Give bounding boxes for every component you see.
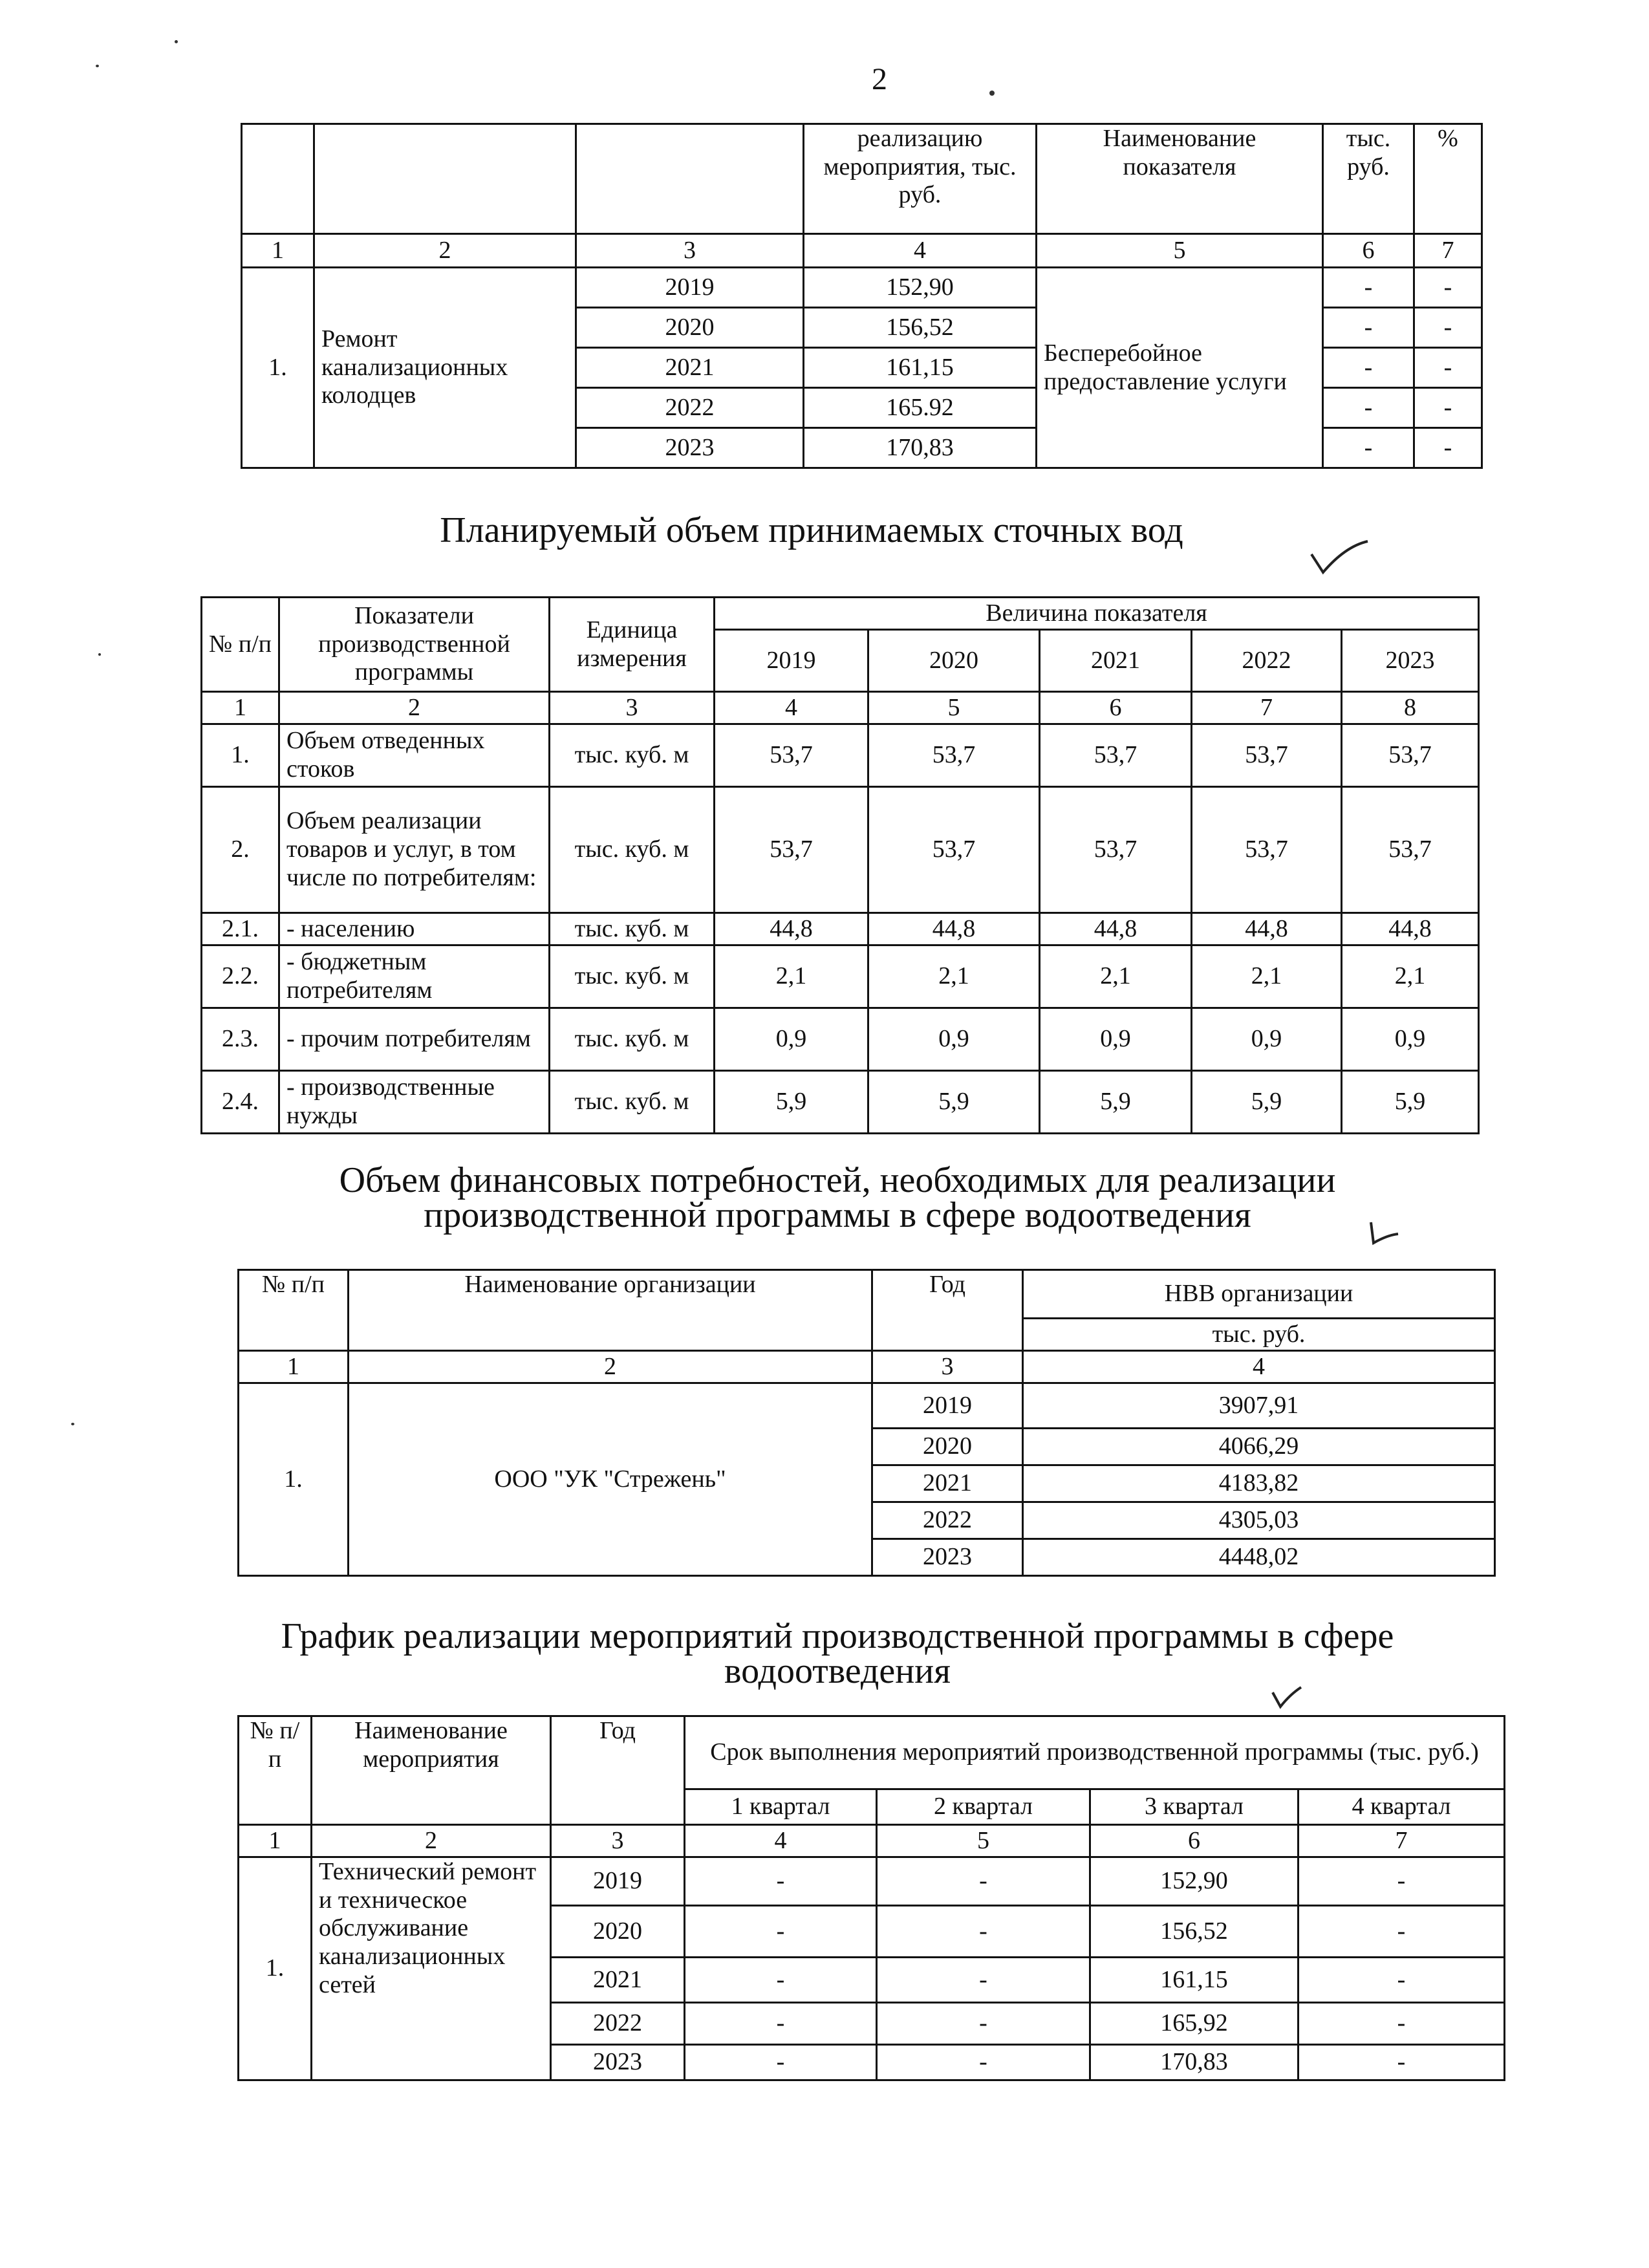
t2-value: 53,7	[1040, 724, 1192, 787]
t1-cell: -	[1323, 268, 1414, 308]
t2-value: 53,7	[868, 724, 1040, 787]
t3-col-number: 1	[239, 1351, 349, 1383]
t4-q: -	[685, 2003, 877, 2045]
t3-header-no: № п/п	[239, 1270, 349, 1351]
t2-value: 0,9	[868, 1008, 1040, 1071]
t1-cell: -	[1414, 388, 1482, 428]
t2-value: 53,7	[1192, 724, 1342, 787]
t3-header-year: Год	[872, 1270, 1023, 1351]
t3-col-number: 3	[872, 1351, 1023, 1383]
t1-cell: -	[1414, 268, 1482, 308]
t1-cell: -	[1323, 428, 1414, 468]
t4-q: -	[685, 2045, 877, 2080]
t2-value: 53,7	[1342, 724, 1479, 787]
t2-value: 53,7	[1040, 787, 1192, 913]
t1-indicator-name: Бесперебойное предоставление услуги	[1037, 268, 1323, 468]
t4-col-number: 1	[239, 1825, 312, 1857]
t2-value: 2,1	[1040, 945, 1192, 1008]
t3-value: 4183,82	[1023, 1465, 1495, 1502]
t4-year: 2019	[551, 1857, 685, 1906]
t2-col-number: 2	[279, 692, 550, 724]
t1-header-indicator: Наименование показателя	[1037, 124, 1323, 234]
t4-col-number: 3	[551, 1825, 685, 1857]
t3-org-name: ООО "УК "Стрежень"	[349, 1383, 872, 1576]
t1-col-number: 6	[1323, 234, 1414, 268]
t1-cell: -	[1414, 428, 1482, 468]
t1-cost: 165.92	[804, 388, 1037, 428]
t3-col-number: 2	[349, 1351, 872, 1383]
t3-year: 2020	[872, 1429, 1023, 1465]
t2-header-year: 2020	[868, 630, 1040, 692]
t1-header-cost: реализацию мероприятия, тыс. руб.	[804, 124, 1037, 234]
t2-header-year: 2023	[1342, 630, 1479, 692]
t3-value: 4305,03	[1023, 1502, 1495, 1539]
t3-col-number: 4	[1023, 1351, 1495, 1383]
table-schedule	[237, 1715, 1505, 2081]
t4-q: -	[685, 1906, 877, 1958]
t1-measure-name: Ремонт канализационных колодцев	[314, 268, 576, 468]
table-row	[239, 1383, 1495, 1429]
t2-value: 0,9	[1040, 1008, 1192, 1071]
handwritten-check-mark	[1364, 1216, 1403, 1248]
t2-header-indicators: Показатели производственной программы	[279, 598, 550, 692]
t2-value: 53,7	[1342, 787, 1479, 913]
section-title-financial-needs	[13, 1161, 1649, 1235]
scan-speck	[989, 91, 995, 96]
t1-cost: 161,15	[804, 348, 1037, 388]
t4-q: -	[877, 1958, 1090, 2003]
t1-cell: -	[1414, 308, 1482, 348]
section-title-line: водоотведения	[724, 1651, 951, 1691]
t1-empty-3	[576, 124, 804, 234]
t1-col-number: 4	[804, 234, 1037, 268]
table-row	[202, 913, 1479, 945]
t2-col-number: 1	[202, 692, 279, 724]
t4-header-quarter: 4 квартал	[1299, 1789, 1505, 1825]
t4-year: 2023	[551, 2045, 685, 2080]
t2-header-year: 2021	[1040, 630, 1192, 692]
t4-year: 2021	[551, 1958, 685, 2003]
t4-q: -	[877, 1906, 1090, 1958]
t1-header-percent: %	[1414, 124, 1482, 234]
t3-header-nvv: НВВ организации	[1023, 1270, 1495, 1319]
t2-col-number: 8	[1342, 692, 1479, 724]
table-row	[202, 1071, 1479, 1134]
t1-col-number: 2	[314, 234, 576, 268]
t2-row-no: 2.2.	[202, 945, 279, 1008]
scan-speck	[96, 65, 99, 67]
t4-header-quarter: 2 квартал	[877, 1789, 1090, 1825]
t2-value: 5,9	[1342, 1071, 1479, 1134]
table-row	[202, 787, 1479, 913]
t2-col-number: 7	[1192, 692, 1342, 724]
page-number: 2	[872, 62, 887, 96]
t2-header-value-group: Величина показателя	[715, 598, 1479, 630]
section-title-line: производственной программы в сфере водоотведения	[424, 1195, 1251, 1235]
t1-col-number: 3	[576, 234, 804, 268]
t2-value: 2,1	[868, 945, 1040, 1008]
t4-col-number: 2	[312, 1825, 551, 1857]
t2-value: 0,9	[1342, 1008, 1479, 1071]
table-row	[239, 1857, 1505, 1906]
t2-row-name: - прочим потребителям	[279, 1008, 550, 1071]
t2-row-unit: тыс. куб. м	[550, 1008, 715, 1071]
t2-row-no: 2.	[202, 787, 279, 913]
table-wastewater-volume	[200, 596, 1480, 1134]
t2-row-no: 2.1.	[202, 913, 279, 945]
t4-measure-name: Технический ремонт и техническое обслуживание канализационных сетей	[312, 1857, 551, 2080]
t2-header-year: 2022	[1192, 630, 1342, 692]
t3-value: 3907,91	[1023, 1383, 1495, 1429]
t2-value: 53,7	[715, 787, 868, 913]
t4-q: -	[877, 1857, 1090, 1906]
table-financial-needs	[237, 1269, 1496, 1577]
t4-col-number: 7	[1299, 1825, 1505, 1857]
t1-cell: -	[1414, 348, 1482, 388]
t4-q: -	[1299, 1857, 1505, 1906]
t2-row-unit: тыс. куб. м	[550, 945, 715, 1008]
t2-row-unit: тыс. куб. м	[550, 1071, 715, 1134]
table-row	[202, 724, 1479, 787]
t3-header-org: Наименование организации	[349, 1270, 872, 1351]
t4-header-quarter: 1 квартал	[685, 1789, 877, 1825]
t1-cost: 152,90	[804, 268, 1037, 308]
t4-header-deadline: Срок выполнения мероприятий производственной программы (тыс. руб.)	[685, 1716, 1505, 1789]
t2-value: 44,8	[715, 913, 868, 945]
t2-row-no: 2.3.	[202, 1008, 279, 1071]
t1-cost: 170,83	[804, 428, 1037, 468]
t1-cell: -	[1323, 348, 1414, 388]
t1-header-thous-rub: тыс. руб.	[1323, 124, 1414, 234]
t2-row-name: - бюджетным потребителям	[279, 945, 550, 1008]
t4-year: 2022	[551, 2003, 685, 2045]
scan-speck	[71, 1423, 74, 1425]
t2-row-unit: тыс. куб. м	[550, 913, 715, 945]
t4-header-measure: Наименование мероприятия	[312, 1716, 551, 1825]
t2-value: 2,1	[715, 945, 868, 1008]
t4-q: 170,83	[1090, 2045, 1299, 2080]
t3-value: 4066,29	[1023, 1429, 1495, 1465]
t4-q: 161,15	[1090, 1958, 1299, 2003]
t4-row-no: 1.	[239, 1857, 312, 2080]
t4-q: -	[1299, 1906, 1505, 1958]
t4-header-quarter: 3 квартал	[1090, 1789, 1299, 1825]
t2-header-unit: Единица измерения	[550, 598, 715, 692]
t4-q: -	[685, 1857, 877, 1906]
t2-header-no: № п/п	[202, 598, 279, 692]
table-row	[202, 1008, 1479, 1071]
t4-q: -	[1299, 2045, 1505, 2080]
t3-year: 2019	[872, 1383, 1023, 1429]
t4-header-no: № п/п	[239, 1716, 312, 1825]
t2-value: 53,7	[1192, 787, 1342, 913]
t1-year: 2021	[576, 348, 804, 388]
t2-value: 0,9	[715, 1008, 868, 1071]
t4-col-number: 6	[1090, 1825, 1299, 1857]
t4-col-number: 5	[877, 1825, 1090, 1857]
section-title-line: График реализации мероприятий производственной программы в сфере	[281, 1616, 1394, 1656]
scan-speck	[98, 653, 101, 656]
t3-year: 2022	[872, 1502, 1023, 1539]
section-title-schedule	[13, 1617, 1649, 1690]
t2-row-no: 2.4.	[202, 1071, 279, 1134]
t2-row-name: - производственные нужды	[279, 1071, 550, 1134]
t4-q: -	[1299, 2003, 1505, 2045]
t1-year: 2023	[576, 428, 804, 468]
t2-col-number: 3	[550, 692, 715, 724]
t2-value: 44,8	[1342, 913, 1479, 945]
t4-q: -	[685, 1958, 877, 2003]
t1-row-number: 1.	[242, 268, 314, 468]
t2-value: 2,1	[1342, 945, 1479, 1008]
scan-speck	[175, 40, 178, 43]
t1-col-number: 7	[1414, 234, 1482, 268]
t2-col-number: 5	[868, 692, 1040, 724]
t2-row-name: Объем реализации товаров и услуг, в том числе по потребителям:	[279, 787, 550, 913]
t1-col-number: 1	[242, 234, 314, 268]
t4-header-year: Год	[551, 1716, 685, 1825]
t2-row-name: Объем отведенных стоков	[279, 724, 550, 787]
handwritten-check-mark	[1261, 1685, 1306, 1711]
t1-cost: 156,52	[804, 308, 1037, 348]
t1-empty-1	[242, 124, 314, 234]
section-title-wastewater-volume: Планируемый объем принимаемых сточных вод	[440, 510, 1183, 550]
t1-cell: -	[1323, 388, 1414, 428]
t2-value: 53,7	[868, 787, 1040, 913]
t3-value: 4448,02	[1023, 1539, 1495, 1576]
t4-year: 2020	[551, 1906, 685, 1958]
t2-row-no: 1.	[202, 724, 279, 787]
t1-year: 2019	[576, 268, 804, 308]
table-measures-continuation	[241, 123, 1483, 469]
t2-value: 5,9	[868, 1071, 1040, 1134]
t2-value: 5,9	[1040, 1071, 1192, 1134]
t3-header-unit: тыс. руб.	[1023, 1319, 1495, 1351]
t2-col-number: 4	[715, 692, 868, 724]
t2-value: 0,9	[1192, 1008, 1342, 1071]
t2-header-year: 2019	[715, 630, 868, 692]
t2-col-number: 6	[1040, 692, 1192, 724]
t4-q: 165,92	[1090, 2003, 1299, 2045]
t2-value: 5,9	[715, 1071, 868, 1134]
t2-row-name: - населению	[279, 913, 550, 945]
t4-q: -	[877, 2003, 1090, 2045]
t2-value: 53,7	[715, 724, 868, 787]
t2-value: 44,8	[1040, 913, 1192, 945]
t2-value: 5,9	[1192, 1071, 1342, 1134]
t2-value: 44,8	[1192, 913, 1342, 945]
t4-q: 156,52	[1090, 1906, 1299, 1958]
t1-year: 2022	[576, 388, 804, 428]
t3-year: 2023	[872, 1539, 1023, 1576]
t1-year: 2020	[576, 308, 804, 348]
section-title-line: Объем финансовых потребностей, необходимых для реализации	[339, 1160, 1336, 1200]
t1-cell: -	[1323, 308, 1414, 348]
t2-value: 2,1	[1192, 945, 1342, 1008]
t2-row-unit: тыс. куб. м	[550, 724, 715, 787]
handwritten-check-mark	[1306, 540, 1371, 579]
t1-empty-2	[314, 124, 576, 234]
t4-col-number: 4	[685, 1825, 877, 1857]
t1-col-number: 5	[1037, 234, 1323, 268]
t4-q: -	[1299, 1958, 1505, 2003]
t2-row-unit: тыс. куб. м	[550, 787, 715, 913]
t2-value: 44,8	[868, 913, 1040, 945]
t4-q: -	[877, 2045, 1090, 2080]
table-row	[202, 945, 1479, 1008]
t3-year: 2021	[872, 1465, 1023, 1502]
t4-q: 152,90	[1090, 1857, 1299, 1906]
t3-row-no: 1.	[239, 1383, 349, 1576]
